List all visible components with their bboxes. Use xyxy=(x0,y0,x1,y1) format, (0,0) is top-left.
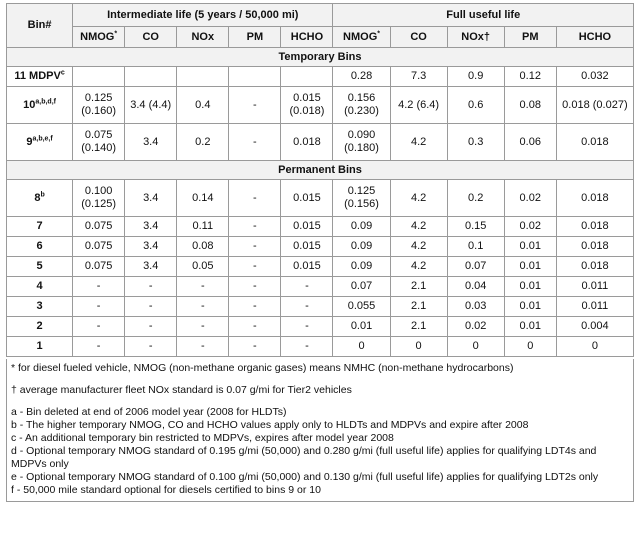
value-cell: 0.004 xyxy=(556,317,633,337)
value-cell: 0.01 xyxy=(504,297,556,317)
value-cell: 0.090 (0.180) xyxy=(333,124,390,161)
value-cell: - xyxy=(229,317,281,337)
value-cell: 4.2 (6.4) xyxy=(390,87,447,124)
temporary-bins-label: Temporary Bins xyxy=(7,48,634,67)
value-cell: - xyxy=(281,337,333,357)
value-cell: 0.018 xyxy=(556,257,633,277)
value-cell: 0.018 xyxy=(281,124,333,161)
value-cell: 0.01 xyxy=(333,317,390,337)
value-cell: - xyxy=(177,297,229,317)
value-cell: 0.018 (0.027) xyxy=(556,87,633,124)
note-nox: † average manufacturer fleet NOx standard is 0.07 g/mi for Tier2 vehicles xyxy=(11,384,352,396)
value-cell: 0.08 xyxy=(504,87,556,124)
value-cell: 3.4 xyxy=(125,217,177,237)
value-cell: 2.1 xyxy=(390,317,447,337)
bin-cell: 10$^{a,b,d,f}$ xyxy=(7,87,73,124)
value-cell: 0.100 (0.125) xyxy=(73,180,125,217)
value-cell: - xyxy=(177,277,229,297)
value-cell: 4.2 xyxy=(390,257,447,277)
value-cell: 0.01 xyxy=(504,257,556,277)
full-life-header: Full useful life xyxy=(333,4,634,27)
value-cell: 4.2 xyxy=(390,124,447,161)
value-cell: 0.015 xyxy=(281,180,333,217)
col-header: HCHO xyxy=(281,27,333,48)
value-cell: 2.1 xyxy=(390,277,447,297)
bin-cell: 11 MDPV$^c$ xyxy=(7,67,73,87)
col-header: PM xyxy=(504,27,556,48)
table-row xyxy=(7,277,634,297)
value-cell: - xyxy=(229,337,281,357)
col-header: PM xyxy=(229,27,281,48)
value-cell: 0.07 xyxy=(333,277,390,297)
value-cell: 0.12 xyxy=(504,67,556,87)
value-cell: - xyxy=(229,297,281,317)
value-cell: - xyxy=(229,124,281,161)
value-cell: 4.2 xyxy=(390,217,447,237)
value-cell: 0.075 xyxy=(73,237,125,257)
value-cell: 0.125 (0.156) xyxy=(333,180,390,217)
value-cell xyxy=(229,67,281,87)
table-row xyxy=(7,180,634,217)
permanent-bins-body xyxy=(7,161,634,357)
header-row-pollutants xyxy=(7,27,634,48)
value-cell: - xyxy=(73,317,125,337)
table-row xyxy=(7,124,634,161)
value-cell: - xyxy=(125,337,177,357)
value-cell: - xyxy=(177,337,229,357)
note-e: e - Optional temporary NMOG standard of 0.100 g/mi (50,000) and 0.130 g/mi (full useful life) applies for qualifying LDT2s only xyxy=(11,471,599,483)
value-cell: - xyxy=(125,297,177,317)
value-cell: - xyxy=(229,277,281,297)
value-cell: - xyxy=(229,237,281,257)
value-cell: 0.09 xyxy=(333,237,390,257)
value-cell: 0.05 xyxy=(177,257,229,277)
bin-cell: 3 xyxy=(7,297,73,317)
value-cell: 3.4 xyxy=(125,180,177,217)
value-cell: - xyxy=(229,180,281,217)
value-cell: - xyxy=(177,317,229,337)
value-cell: - xyxy=(73,297,125,317)
value-cell: 0.01 xyxy=(504,237,556,257)
footnotes xyxy=(6,359,634,502)
value-cell: 0 xyxy=(556,337,633,357)
value-cell: 0.02 xyxy=(504,180,556,217)
value-cell: 0.09 xyxy=(333,257,390,277)
value-cell: - xyxy=(281,317,333,337)
note-f: f - 50,000 mile standard optional for diesels certified to bins 9 or 10 xyxy=(11,484,321,496)
header-row-groups xyxy=(7,4,634,27)
note-c: c - An additional temporary bin restricted to MDPVs, expires after model year 2008 xyxy=(11,432,394,444)
value-cell: 7.3 xyxy=(390,67,447,87)
value-cell xyxy=(125,67,177,87)
bin-cell: 9$^{a,b,e,f}$ xyxy=(7,124,73,161)
value-cell: - xyxy=(229,257,281,277)
value-cell: - xyxy=(281,277,333,297)
table-row xyxy=(7,317,634,337)
value-cell: 0.07 xyxy=(447,257,504,277)
bin-header: Bin# xyxy=(7,4,73,48)
value-cell: 0.04 xyxy=(447,277,504,297)
value-cell: 0.011 xyxy=(556,277,633,297)
value-cell: 0.1 xyxy=(447,237,504,257)
table-row xyxy=(7,297,634,317)
value-cell: 2.1 xyxy=(390,297,447,317)
value-cell: 0.08 xyxy=(177,237,229,257)
note-d: d - Optional temporary NMOG standard of 0.195 g/mi (50,000) and 0.280 g/mi (full useful life) applies for qualifying LDT4s and MDPVs only xyxy=(11,445,597,470)
bin-cell: 6 xyxy=(7,237,73,257)
value-cell: 3.4 xyxy=(125,257,177,277)
section-row xyxy=(7,161,634,180)
table-row xyxy=(7,237,634,257)
emission-standards-table xyxy=(6,3,634,357)
value-cell: - xyxy=(125,317,177,337)
col-header: NMOG* xyxy=(73,27,125,48)
value-cell: 0.018 xyxy=(556,180,633,217)
value-cell: 0.055 xyxy=(333,297,390,317)
value-cell: 0.14 xyxy=(177,180,229,217)
bin-cell: 1 xyxy=(7,337,73,357)
bin-cell: 5 xyxy=(7,257,73,277)
value-cell: 0.032 xyxy=(556,67,633,87)
value-cell: 0.11 xyxy=(177,217,229,237)
value-cell: 0.3 xyxy=(447,124,504,161)
value-cell: - xyxy=(281,297,333,317)
col-header: HCHO xyxy=(556,27,633,48)
value-cell: 4.2 xyxy=(390,237,447,257)
value-cell: 0.9 xyxy=(447,67,504,87)
value-cell: 0 xyxy=(333,337,390,357)
bin-cell: 4 xyxy=(7,277,73,297)
value-cell: 0.01 xyxy=(504,277,556,297)
permanent-bins-label: Permanent Bins xyxy=(7,161,634,180)
value-cell: 0.075 xyxy=(73,257,125,277)
value-cell: 0.018 xyxy=(556,124,633,161)
value-cell: 0.125 (0.160) xyxy=(73,87,125,124)
value-cell: 4.2 xyxy=(390,180,447,217)
value-cell: 0.09 xyxy=(333,217,390,237)
value-cell: 0.4 xyxy=(177,87,229,124)
value-cell: 0.015 xyxy=(281,217,333,237)
value-cell: 0.015 xyxy=(281,237,333,257)
intermediate-life-header: Intermediate life (5 years / 50,000 mi) xyxy=(73,4,333,27)
col-header: CO xyxy=(390,27,447,48)
value-cell: 0.02 xyxy=(504,217,556,237)
value-cell: 0 xyxy=(504,337,556,357)
col-header: NMOG* xyxy=(333,27,390,48)
value-cell: 0.02 xyxy=(447,317,504,337)
value-cell: 0.156 (0.230) xyxy=(333,87,390,124)
table-row xyxy=(7,257,634,277)
temporary-bins-body xyxy=(7,48,634,161)
value-cell: 0.018 xyxy=(556,237,633,257)
value-cell: 0 xyxy=(390,337,447,357)
col-header: CO xyxy=(125,27,177,48)
col-header: NOx† xyxy=(447,27,504,48)
value-cell: - xyxy=(73,337,125,357)
note-a: a - Bin deleted at end of 2006 model year (2008 for HLDTs) xyxy=(11,406,287,418)
value-cell: 0.03 xyxy=(447,297,504,317)
value-cell: - xyxy=(73,277,125,297)
table-row xyxy=(7,337,634,357)
value-cell: - xyxy=(125,277,177,297)
value-cell: 0.28 xyxy=(333,67,390,87)
bin-cell: 7 xyxy=(7,217,73,237)
col-header: NOx xyxy=(177,27,229,48)
value-cell: 0.6 xyxy=(447,87,504,124)
value-cell: 3.4 xyxy=(125,237,177,257)
value-cell: 0.01 xyxy=(504,317,556,337)
value-cell: 0.2 xyxy=(177,124,229,161)
note-b: b - The higher temporary NMOG, CO and HCHO values apply only to HLDTs and MDPVs and expire after 2008 xyxy=(11,419,529,431)
value-cell: 0.018 xyxy=(556,217,633,237)
value-cell: 3.4 xyxy=(125,124,177,161)
value-cell: 3.4 (4.4) xyxy=(125,87,177,124)
value-cell: 0.075 (0.140) xyxy=(73,124,125,161)
value-cell: 0.015 xyxy=(281,257,333,277)
value-cell: - xyxy=(229,87,281,124)
value-cell: - xyxy=(229,217,281,237)
value-cell xyxy=(177,67,229,87)
value-cell xyxy=(281,67,333,87)
note-nmog: * for diesel fueled vehicle, NMOG (non-methane organic gases) means NMHC (non-methane hydrocarbons) xyxy=(11,362,514,374)
bin-cell: 2 xyxy=(7,317,73,337)
value-cell: 0.15 xyxy=(447,217,504,237)
value-cell: 0.2 xyxy=(447,180,504,217)
value-cell: 0 xyxy=(447,337,504,357)
value-cell: 0.015 (0.018) xyxy=(281,87,333,124)
table-row xyxy=(7,217,634,237)
section-row xyxy=(7,48,634,67)
value-cell: 0.011 xyxy=(556,297,633,317)
bin-cell: 8$^b$ xyxy=(7,180,73,217)
table-row xyxy=(7,87,634,124)
value-cell xyxy=(73,67,125,87)
table-row xyxy=(7,67,634,87)
value-cell: 0.075 xyxy=(73,217,125,237)
value-cell: 0.06 xyxy=(504,124,556,161)
